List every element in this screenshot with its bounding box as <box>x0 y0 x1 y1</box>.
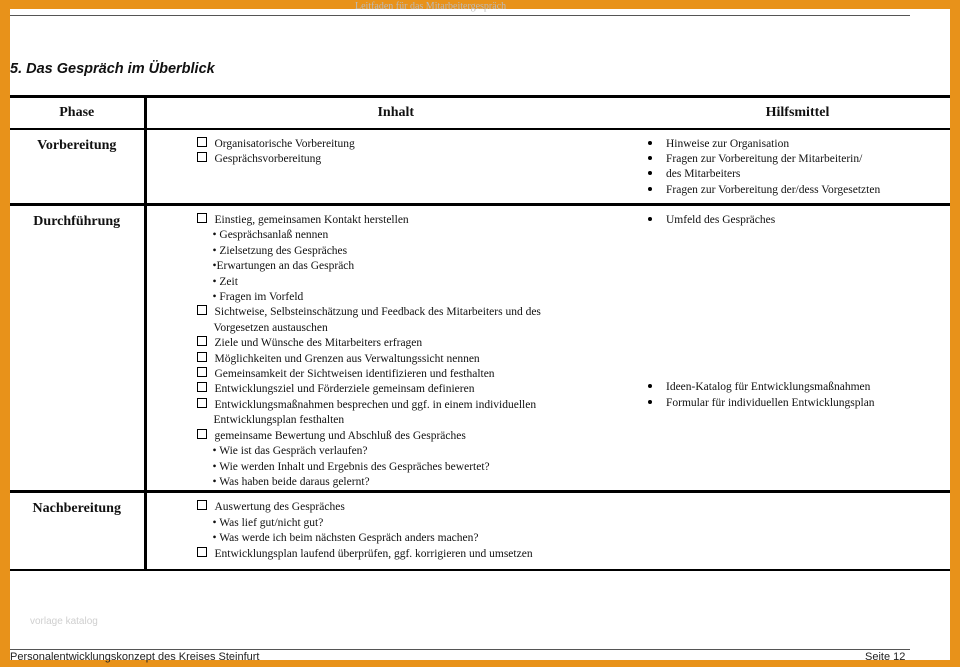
checkbox-icon <box>197 152 207 162</box>
list-item: Entwicklungsmaßnahmen besprechen und ggf. in einem individuellen <box>197 398 646 413</box>
list-item: Fragen zur Vorbereitung der Mitarbeiterin/ <box>645 152 950 167</box>
bullet-icon <box>648 171 652 175</box>
checkbox-icon <box>197 367 207 377</box>
list-subitem: • Fragen im Vorfeld <box>212 291 304 304</box>
checkbox-icon <box>197 382 207 392</box>
phase-vorbereitung: Vorbereitung <box>10 129 145 205</box>
checkbox-icon <box>197 429 207 439</box>
phase-durchfuehrung: Durchführung <box>10 205 145 492</box>
checkbox-icon <box>197 500 207 510</box>
list-item: Umfeld des Gespräches <box>645 213 950 228</box>
hilfsmittel-cell <box>645 129 950 205</box>
list-item: Entwicklungsplan laufend überprüfen, ggf. korrigieren und umsetzen <box>197 547 646 562</box>
list-item: Einstieg, gemeinsamen Kontakt herstellen <box>197 213 646 228</box>
running-head: Leitfaden für das Mitarbeitergespräch <box>355 1 507 12</box>
bullet-icon <box>648 384 652 388</box>
list-subitem: • Wie werden Inhalt und Ergebnis des Gespräches bewertet? <box>212 460 490 473</box>
checkbox-icon <box>197 137 207 147</box>
checkbox-icon <box>197 352 207 362</box>
bottom-rule <box>10 649 910 650</box>
page-number: Seite 12 <box>865 651 906 663</box>
bullet-icon <box>648 187 652 191</box>
list-item: Sichtweise, Selbsteinschätzung und Feedback des Mitarbeiters und des <box>197 305 646 320</box>
list-subitem: • Gesprächsanlaß nennen <box>212 229 329 242</box>
hilfsmittel-cell <box>645 205 950 492</box>
list-item: Ziele und Wünsche des Mitarbeiters erfragen <box>197 336 646 351</box>
table-header-row <box>10 97 950 129</box>
document-page <box>10 1 950 663</box>
list-subitem: • Was haben beide daraus gelernt? <box>212 475 370 488</box>
inhalt-cell <box>145 492 645 570</box>
list-subitem: • Wie ist das Gespräch verlaufen? <box>212 445 368 458</box>
list-subitem: • Was lief gut/nicht gut? <box>212 516 324 529</box>
list-item: Entwicklungsziel und Förderziele gemeinsam definieren <box>197 382 646 397</box>
list-item: Auswertung des Gespräches <box>197 500 646 515</box>
list-item-continuation: Entwicklungsplan festhalten <box>213 414 345 427</box>
header-inhalt: Inhalt <box>145 97 645 129</box>
checkbox-icon <box>197 213 207 223</box>
overview-table <box>10 95 950 571</box>
list-item: Gemeinsamkeit der Sichtweisen identifizieren und festhalten <box>197 367 646 382</box>
checkbox-icon <box>197 305 207 315</box>
section-title: 5. Das Gespräch im Überblick <box>10 61 215 77</box>
list-subitem: •Erwartungen an das Gespräch <box>212 260 355 273</box>
bullet-icon <box>648 400 652 404</box>
inhalt-cell <box>145 205 645 492</box>
table-row <box>10 492 950 570</box>
table-row <box>10 205 950 492</box>
list-subitem: • Zielsetzung des Gespräches <box>212 244 348 257</box>
list-item: Gesprächsvorbereitung <box>197 152 646 167</box>
list-item: Organisatorische Vorbereitung <box>197 137 646 152</box>
list-item: Fragen zur Vorbereitung der/dess Vorgesetzten <box>645 183 950 198</box>
list-item: Hinweise zur Organisation <box>645 137 950 152</box>
list-item: Ideen-Katalog für Entwicklungsmaßnahmen <box>645 380 950 395</box>
watermark: vorlage katalog <box>30 616 98 627</box>
checkbox-icon <box>197 398 207 408</box>
table-row <box>10 129 950 205</box>
list-item-continuation: Vorgesetzen austauschen <box>213 321 328 334</box>
phase-nachbereitung: Nachbereitung <box>10 492 145 570</box>
inhalt-cell <box>145 129 645 205</box>
checkbox-icon <box>197 336 207 346</box>
bullet-icon <box>648 156 652 160</box>
list-item: des Mitarbeiters <box>645 167 950 182</box>
list-subitem: • Zeit <box>212 275 238 288</box>
bullet-icon <box>648 141 652 145</box>
list-item: Formular für individuellen Entwicklungsplan <box>645 396 950 411</box>
list-subitem: • Was werde ich beim nächsten Gespräch anders machen? <box>212 532 479 545</box>
checkbox-icon <box>197 547 207 557</box>
list-item: Möglichkeiten und Grenzen aus Verwaltungssicht nennen <box>197 352 646 367</box>
bullet-icon <box>648 217 652 221</box>
header-hilfsmittel: Hilfsmittel <box>645 97 950 129</box>
list-item: gemeinsame Bewertung und Abschluß des Gespräches <box>197 429 646 444</box>
hilfsmittel-cell <box>645 492 950 570</box>
header-phase: Phase <box>10 97 145 129</box>
top-rule <box>10 15 910 16</box>
footer-left: Personalentwicklungskonzept des Kreises Steinfurt <box>10 651 260 663</box>
